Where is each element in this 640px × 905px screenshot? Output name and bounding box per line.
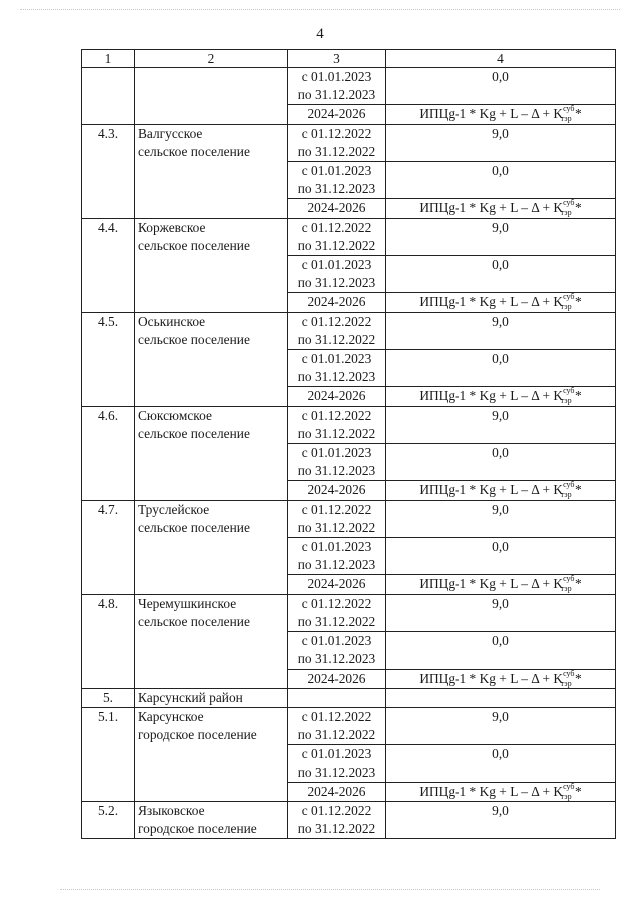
row-number: 5.1.: [82, 707, 135, 801]
formula-superscript: суб: [563, 292, 575, 302]
settlement-name: Языковское городское поселение: [135, 801, 288, 838]
value-cell: [386, 688, 616, 707]
period-cell: 2024-2026: [288, 669, 386, 688]
period-cell: с 01.12.2022 по 31.12.2022: [288, 801, 386, 838]
formula-superscript: суб: [563, 198, 575, 208]
period-cell: с 01.12.2022 по 31.12.2022: [288, 406, 386, 443]
header-col-2: 2: [135, 50, 288, 68]
table-row: [82, 68, 616, 105]
value-cell: 9,0: [386, 124, 616, 161]
period-cell: с 01.01.2023 по 31.12.2023: [288, 68, 386, 105]
period-cell: 2024-2026: [288, 105, 386, 124]
tariff-formula: ИПЦg-1 * $Kg + L - \Delta + K^{суб}_{тэр}$ *: [419, 574, 582, 594]
period-cell: с 01.12.2022 по 31.12.2022: [288, 124, 386, 161]
value-cell: 0,0: [386, 68, 616, 105]
value-cell: [386, 669, 616, 688]
period-cell: [288, 688, 386, 707]
value-cell: [386, 387, 616, 406]
period-cell: 2024-2026: [288, 782, 386, 801]
tariff-formula: ИПЦg-1 * $Kg + L - \Delta + K^{суб}_{тэр}$ *: [419, 480, 582, 500]
scan-artifact-bottom: [60, 889, 600, 890]
period-cell: 2024-2026: [288, 575, 386, 594]
tariff-formula: ИПЦg-1 * $Kg + L - \Delta + K^{суб}_{тэр}$ *: [419, 386, 582, 406]
value-cell: 9,0: [386, 594, 616, 631]
header-col-4: 4: [386, 50, 616, 68]
value-cell: 0,0: [386, 632, 616, 669]
value-cell: 9,0: [386, 801, 616, 838]
value-cell: [386, 575, 616, 594]
value-cell: 0,0: [386, 538, 616, 575]
period-cell: с 01.12.2022 по 31.12.2022: [288, 312, 386, 349]
formula-superscript: суб: [563, 782, 575, 791]
period-cell: 2024-2026: [288, 387, 386, 406]
value-cell: 9,0: [386, 500, 616, 537]
table-row: [82, 707, 616, 744]
value-cell: 0,0: [386, 162, 616, 199]
table-row: [82, 500, 616, 537]
tariff-table: [81, 49, 616, 839]
row-number: 5.2.: [82, 801, 135, 838]
value-cell: 9,0: [386, 406, 616, 443]
table-row: [82, 801, 616, 838]
period-cell: с 01.01.2023 по 31.12.2023: [288, 632, 386, 669]
value-cell: 0,0: [386, 350, 616, 387]
tariff-formula: ИПЦg-1 * $Kg + L - \Delta + K^{суб}_{тэр}$ *: [419, 104, 582, 124]
formula-superscript: суб: [563, 480, 575, 490]
value-cell: 9,0: [386, 218, 616, 255]
period-cell: 2024-2026: [288, 293, 386, 312]
value-cell: [386, 481, 616, 500]
formula-superscript: суб: [563, 574, 575, 584]
tariff-formula: ИПЦg-1 * $Kg + L - \Delta + K^{суб}_{тэр}$ *: [419, 782, 582, 801]
table-row: [82, 218, 616, 255]
value-cell: [386, 782, 616, 801]
formula-superscript: суб: [563, 104, 575, 114]
period-cell: с 01.01.2023 по 31.12.2023: [288, 256, 386, 293]
tariff-formula: ИПЦg-1 * $Kg + L - \Delta + K^{суб}_{тэр}$ *: [419, 198, 582, 218]
formula-subscript: тэр: [560, 302, 572, 312]
value-cell: 0,0: [386, 745, 616, 782]
period-cell: с 01.01.2023 по 31.12.2023: [288, 444, 386, 481]
formula-superscript: суб: [563, 386, 575, 396]
row-number: 4.3.: [82, 124, 135, 218]
value-cell: 0,0: [386, 444, 616, 481]
formula-superscript: суб: [563, 669, 575, 678]
table-row: [82, 594, 616, 631]
row-number: 4.7.: [82, 500, 135, 594]
scan-artifact-top: [20, 9, 620, 10]
settlement-name: [135, 68, 288, 125]
settlement-name: Сюксюмское сельское поселение: [135, 406, 288, 500]
row-number: 4.4.: [82, 218, 135, 312]
value-cell: 0,0: [386, 256, 616, 293]
row-number: 4.8.: [82, 594, 135, 688]
period-cell: с 01.12.2022 по 31.12.2022: [288, 500, 386, 537]
value-cell: 9,0: [386, 312, 616, 349]
row-number: 4.5.: [82, 312, 135, 406]
table-row: [82, 312, 616, 349]
table-row: [82, 688, 616, 707]
period-cell: с 01.01.2023 по 31.12.2023: [288, 350, 386, 387]
value-cell: [386, 293, 616, 312]
formula-subscript: тэр: [560, 791, 572, 801]
value-cell: [386, 199, 616, 218]
formula-subscript: тэр: [560, 678, 572, 688]
period-cell: с 01.01.2023 по 31.12.2023: [288, 745, 386, 782]
page-number: 4: [316, 26, 324, 42]
settlement-name: Труслейское сельское поселение: [135, 500, 288, 594]
value-cell: 9,0: [386, 707, 616, 744]
settlement-name: Коржевское сельское поселение: [135, 218, 288, 312]
tariff-formula: ИПЦg-1 * $Kg + L - \Delta + K^{суб}_{тэр}$ *: [419, 669, 582, 688]
row-number: 5.: [82, 688, 135, 707]
formula-subscript: тэр: [560, 490, 572, 500]
period-cell: с 01.01.2023 по 31.12.2023: [288, 538, 386, 575]
settlement-name: Черемушкинское сельское поселение: [135, 594, 288, 688]
table-row: [82, 124, 616, 161]
settlement-name: Оськинское сельское поселение: [135, 312, 288, 406]
table-row: [82, 406, 616, 443]
settlement-name: Карсунское городское поселение: [135, 707, 288, 801]
formula-subscript: тэр: [560, 396, 572, 406]
header-col-1: 1: [82, 50, 135, 68]
header-row: [82, 50, 616, 68]
settlement-name: Валгусское сельское поселение: [135, 124, 288, 218]
settlement-name: Карсунский район: [135, 688, 288, 707]
period-cell: с 01.12.2022 по 31.12.2022: [288, 707, 386, 744]
row-number: 4.6.: [82, 406, 135, 500]
period-cell: 2024-2026: [288, 481, 386, 500]
formula-subscript: тэр: [560, 584, 572, 594]
formula-subscript: тэр: [560, 208, 572, 218]
period-cell: с 01.12.2022 по 31.12.2022: [288, 594, 386, 631]
header-col-3: 3: [288, 50, 386, 68]
period-cell: с 01.12.2022 по 31.12.2022: [288, 218, 386, 255]
value-cell: [386, 105, 616, 124]
period-cell: с 01.01.2023 по 31.12.2023: [288, 162, 386, 199]
period-cell: 2024-2026: [288, 199, 386, 218]
row-number: [82, 68, 135, 125]
tariff-formula: ИПЦg-1 * $Kg + L - \Delta + K^{суб}_{тэр}$ *: [419, 292, 582, 312]
formula-subscript: тэр: [560, 114, 572, 124]
